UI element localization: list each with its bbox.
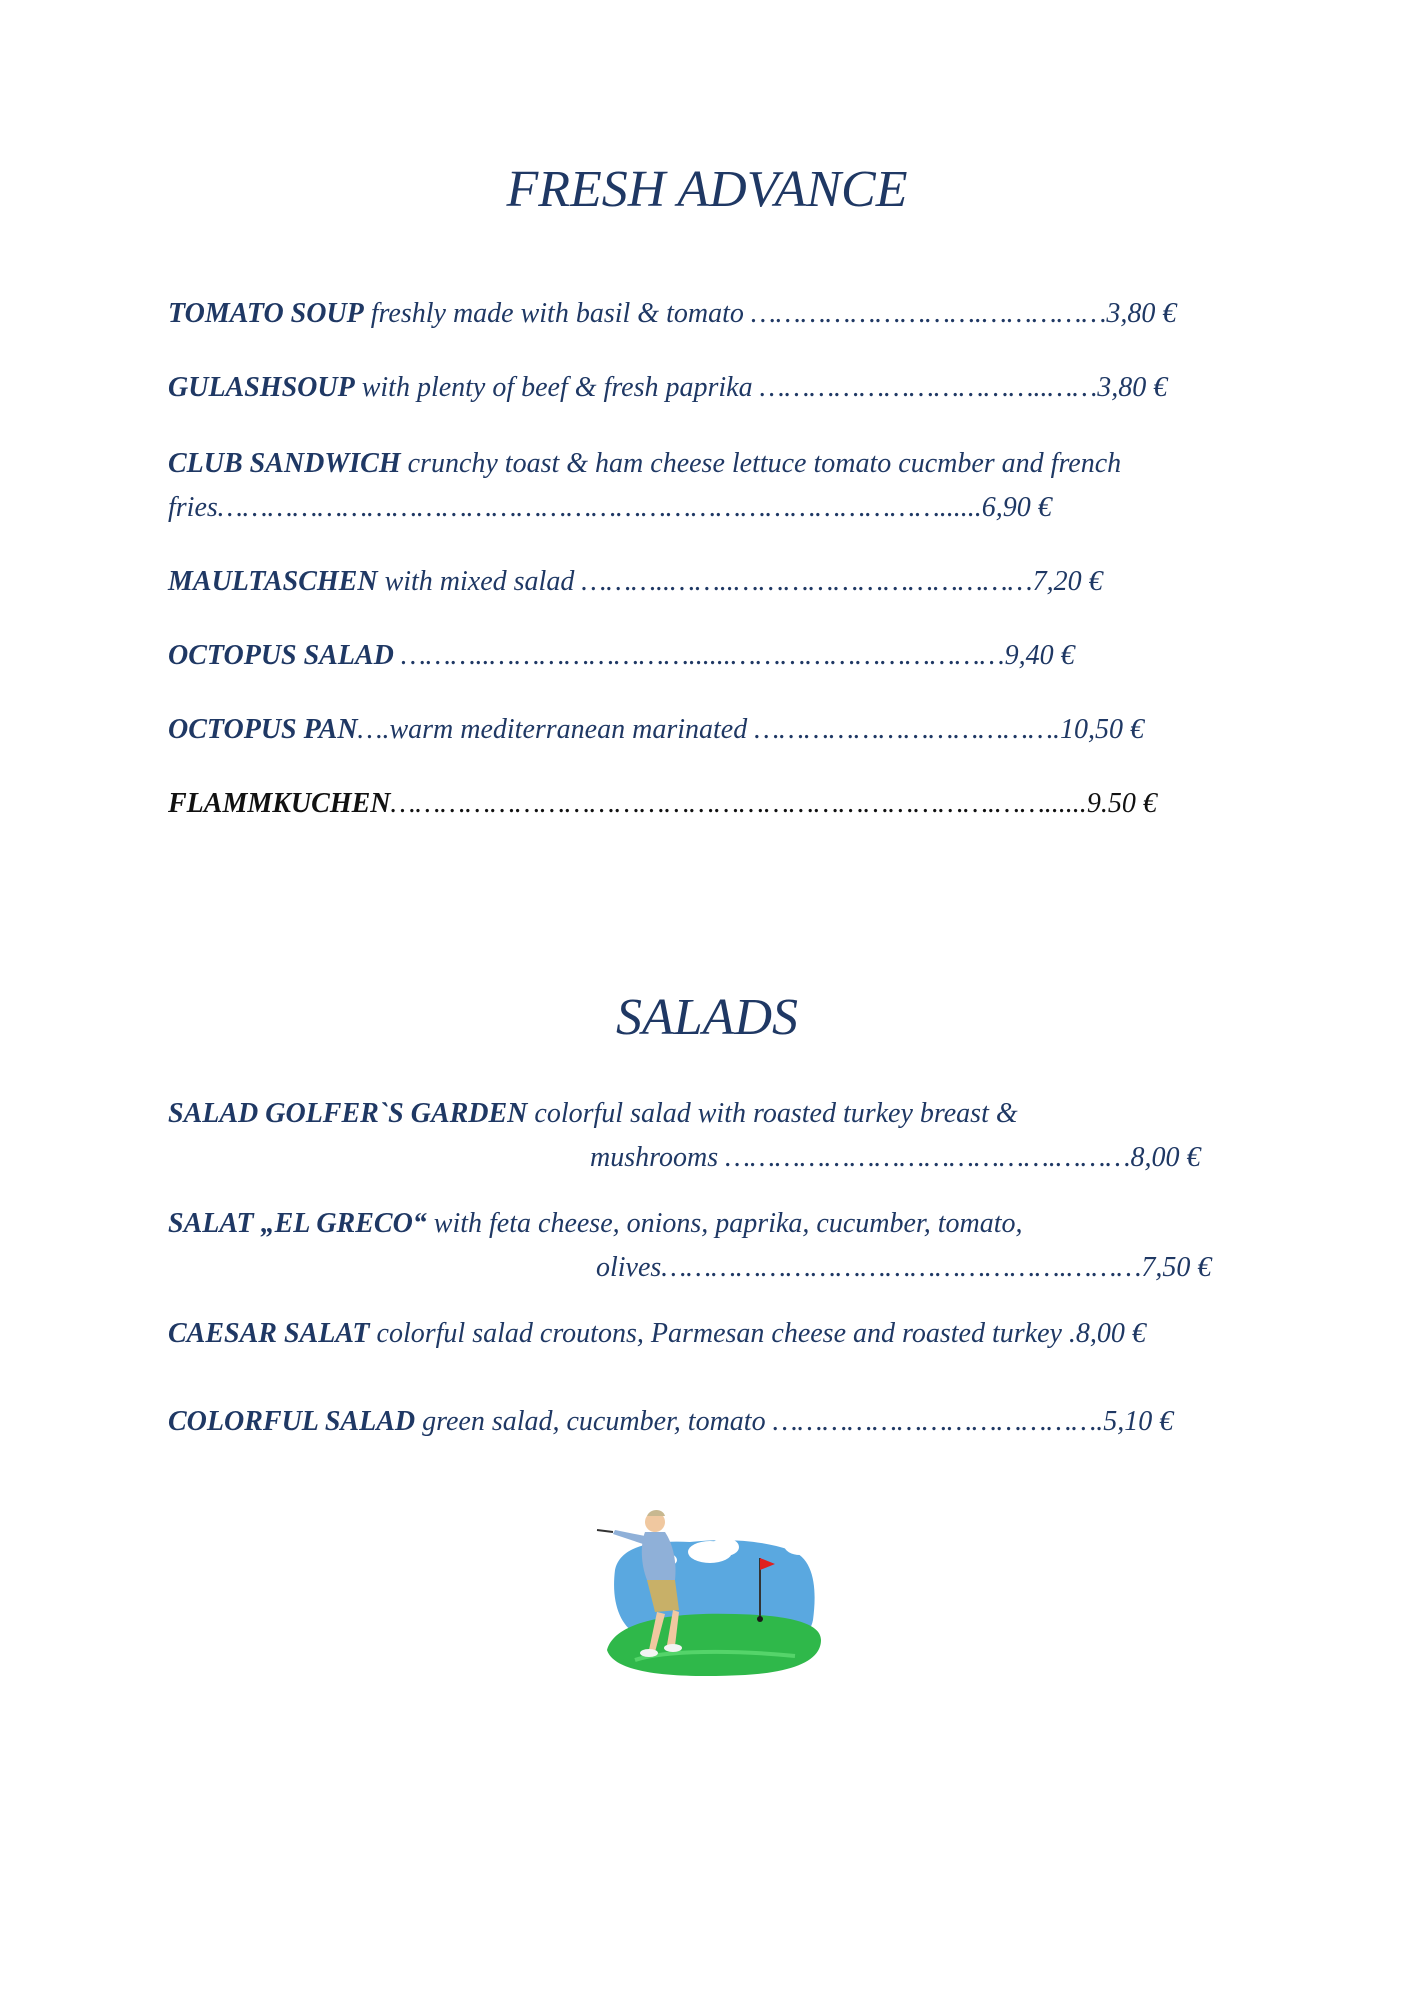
menu-item-tomato-soup (168, 298, 1176, 330)
item-description (394, 640, 401, 671)
item-description: with mixed salad (377, 566, 582, 597)
item-description: mushrooms (590, 1142, 726, 1173)
item-description: olives (596, 1252, 662, 1283)
item-description: with plenty of beef & fresh paprika (354, 372, 760, 403)
item-name: FLAMMKUCHEN (168, 788, 391, 819)
section-title-salads: SALADS (616, 989, 798, 1046)
menu-item-club-sandwich-continued (168, 492, 1052, 524)
item-description: green salad, cucumber, tomato (415, 1406, 773, 1437)
item-name: COLORFUL SALAD (168, 1406, 416, 1437)
item-price: 8,00 € (1130, 1142, 1201, 1173)
item-description: fries (168, 492, 218, 523)
menu-item-gulashsoup (168, 372, 1167, 404)
item-description: crunchy toast & ham cheese lettuce tomato cucmber and french (400, 448, 1122, 479)
menu-item-maultaschen (168, 566, 1103, 598)
item-price: 9,40 € (1004, 640, 1075, 671)
menu-item-salad-golfers-garden-continued (590, 1142, 1200, 1174)
item-description: colorful salad croutons, Parmesan cheese and roasted turkey . (369, 1318, 1076, 1349)
item-price: 9.50 € (1086, 788, 1157, 819)
item-price: 3,80 € (1106, 298, 1177, 329)
menu-item-colorful-salad (168, 1406, 1173, 1438)
menu-item-caesar-salat (168, 1318, 1146, 1350)
item-name: CAESAR SALAT (168, 1318, 370, 1349)
section-title-fresh-advance: FRESH ADVANCE (506, 161, 908, 218)
item-name: CLUB SANDWICH (168, 448, 401, 479)
menu-item-octopus-salad (168, 640, 1075, 672)
item-price: 5,10 € (1103, 1406, 1174, 1437)
menu-item-club-sandwich (168, 448, 1121, 480)
item-price: 3,80 € (1097, 372, 1168, 403)
item-name: GULASHSOUP (168, 372, 355, 403)
item-name: OCTOPUS PAN (168, 714, 358, 745)
dot-leader: ………………………………. (754, 714, 1060, 745)
menu-item-salad-golfers-garden (168, 1098, 1018, 1130)
menu-item-octopus-pan (168, 714, 1144, 746)
dot-leader: ………..……………………......…………………………… (400, 640, 1005, 671)
dot-leader: …………………………………. (772, 1406, 1104, 1437)
menu-item-salat-el-greco-continued (596, 1252, 1211, 1284)
item-price: 10,50 € (1059, 714, 1144, 745)
dot-leader: ……………………………..…… (759, 372, 1098, 403)
item-price: 7,50 € (1141, 1252, 1212, 1283)
item-name: TOMATO SOUP (168, 298, 364, 329)
item-price: 6,90 € (981, 492, 1052, 523)
item-description: with feta cheese, onions, paprika, cucumber, tomato, (426, 1208, 1023, 1239)
item-description: colorful salad with roasted turkey breast & (527, 1098, 1018, 1129)
menu-item-flammkuchen (168, 788, 1157, 820)
dot-leader: ………..……..……………………………… (581, 566, 1033, 597)
golfer-swing-icon (595, 1500, 827, 1680)
dot-leader: ………………………………………….……… (661, 1252, 1142, 1283)
dot-leader: ………………………………….……… (725, 1142, 1131, 1173)
item-name: SALAD GOLFER`S GARDEN (168, 1098, 528, 1129)
item-price: 8,00 € (1075, 1318, 1146, 1349)
dot-leader: ……………………………………………………………….……...... (390, 788, 1087, 819)
item-description: ….warm mediterranean marinated (357, 714, 755, 745)
item-name: OCTOPUS SALAD (168, 640, 394, 671)
dot-leader: ……………………….…………… (750, 298, 1107, 329)
item-name: SALAT „EL GRECO“ (168, 1208, 427, 1239)
item-name: MAULTASCHEN (168, 566, 378, 597)
menu-item-salat-el-greco (168, 1208, 1022, 1240)
item-price: 7,20 € (1032, 566, 1103, 597)
item-description: freshly made with basil & tomato (363, 298, 751, 329)
dot-leader: ……………………………………………………………………………...... (217, 492, 982, 523)
